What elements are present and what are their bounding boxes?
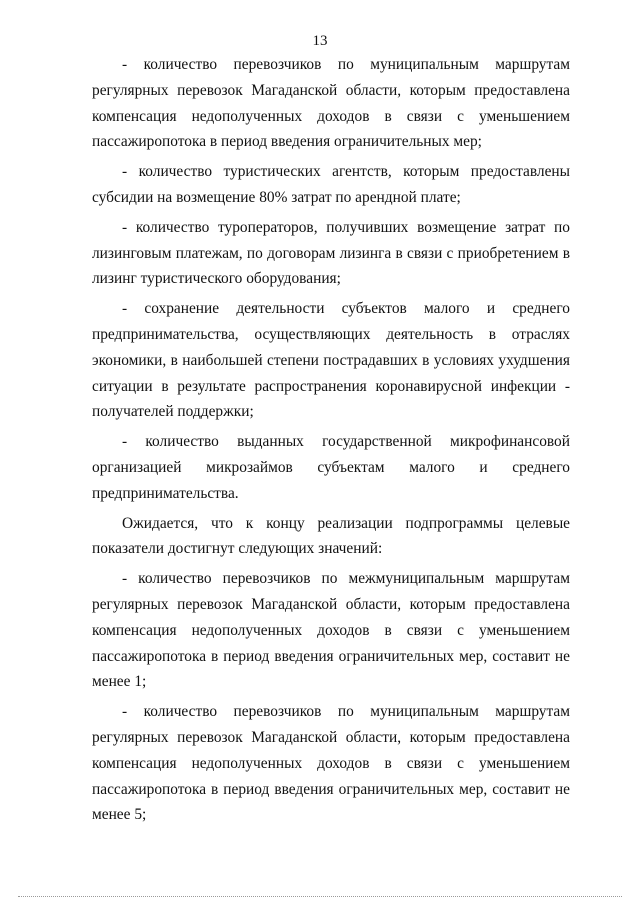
paragraph — [92, 215, 570, 292]
text-line: пассажиропотока в период введения ограничительных мер, составит не — [92, 647, 570, 665]
scan-edge-line — [18, 896, 622, 897]
text-line: организацией микрозаймов субъектам малого и среднего — [92, 458, 570, 476]
text-line: предпринимательства. — [92, 484, 239, 502]
text-line: регулярных перевозок Магаданской области, которым предоставлена — [92, 595, 570, 613]
paragraph — [92, 699, 570, 828]
document-body — [92, 52, 570, 832]
text-line: - сохранение деятельности субъектов малого и среднего — [122, 300, 570, 318]
paragraph — [92, 511, 570, 563]
text-line: лизинг туристического оборудования; — [92, 270, 341, 288]
text-line: - количество туроператоров, получивших возмещение затрат по — [122, 218, 570, 236]
text-line: пассажиропотока в период введения ограничительных мер; — [92, 133, 482, 151]
text-line: - количество выданных государственной микрофинансовой — [122, 433, 570, 451]
text-line: регулярных перевозок Магаданской области, которым предоставлена — [92, 728, 570, 746]
text-line: ситуации в результате распространения коронавирусной инфекции - — [92, 377, 570, 395]
paragraph — [92, 566, 570, 695]
text-line: Ожидается, что к концу реализации подпрограммы целевые — [122, 514, 570, 532]
text-line: регулярных перевозок Магаданской области, которым предоставлена — [92, 81, 570, 99]
text-line: показатели достигнут следующих значений: — [92, 540, 383, 558]
text-line: лизинговым платежам, по договорам лизинга в связи с приобретением в — [92, 244, 570, 262]
text-line: субсидии на возмещение 80% затрат по арендной плате; — [92, 188, 461, 206]
text-line: - количество перевозчиков по межмуниципальным маршрутам — [122, 570, 570, 588]
text-line: - количество перевозчиков по муниципальным маршрутам — [122, 56, 570, 73]
text-line: экономики, в наибольшей степени пострадавших в условиях ухудшения — [92, 351, 570, 369]
text-line: менее 1; — [92, 673, 147, 691]
text-line: компенсация недополученных доходов в связи с уменьшением — [92, 754, 570, 772]
paragraph — [92, 429, 570, 506]
paragraph — [92, 296, 570, 425]
text-line: - количество туристических агентств, которым предоставлены — [122, 163, 570, 181]
paragraph — [92, 52, 570, 155]
text-line: получателей поддержки; — [92, 403, 254, 421]
text-line: - количество перевозчиков по муниципальным маршрутам — [122, 703, 570, 721]
page-number: 13 — [312, 33, 328, 49]
text-line: пассажиропотока в период введения ограничительных мер, составит не — [92, 780, 570, 798]
text-line: компенсация недополученных доходов в связи с уменьшением — [92, 107, 570, 125]
paragraph — [92, 159, 570, 211]
text-line: компенсация недополученных доходов в связи с уменьшением — [92, 621, 570, 639]
text-line: менее 5; — [92, 806, 147, 824]
text-line: предпринимательства, осуществляющих деятельность в отраслях — [92, 325, 570, 343]
